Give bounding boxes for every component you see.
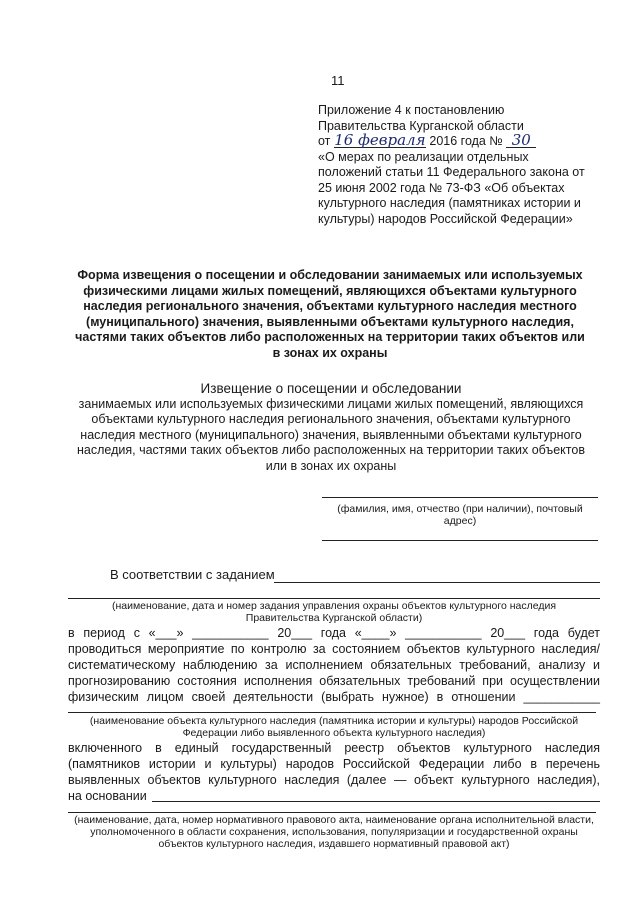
body-line: прогнозированию состояния исполнения обязательных требований при осуществлении: [68, 674, 600, 688]
body-line: систематическому наблюдению за исполнением обязательных требований, анализу и: [68, 658, 600, 672]
appendix-title-line: культуры) народов Российской Федерации»: [318, 211, 573, 226]
basis-caption-line: объектов культурного наследия, издавшего нормативный правовой акт): [158, 838, 510, 850]
form-title-line: в зонах их охраны: [272, 345, 388, 360]
object-caption: [68, 715, 600, 739]
appendix-header: [318, 103, 618, 227]
appendix-line-1: Приложение 4 к постановлению: [318, 103, 505, 117]
recipient-caption-line: (фамилия, имя, отчество (при наличии), почтовый: [337, 503, 583, 515]
basis-caption: [62, 814, 606, 850]
task-caption: [68, 600, 600, 624]
body-line: проводиться мероприятие по контролю за состоянием объектов культурного наследия/: [68, 642, 600, 656]
task-caption-line: (наименование, дата и номер задания управления охраны объектов культурного наследия: [111, 600, 557, 612]
notice-heading-line: Извещение о посещении и обследовании: [200, 381, 462, 396]
object-field-line[interactable]: [68, 712, 596, 713]
task-field-line-2[interactable]: [68, 598, 600, 599]
period-line: в период с «___» ___________ 20___ года «____» ___________ 20___ года будет: [68, 626, 600, 640]
handwritten-number: 30: [506, 134, 536, 148]
form-title-line: Форма извещения о посещении и обследовании занимаемых или используемых: [77, 268, 583, 282]
appendix-title-line: положений статьи 11 Федерального закона от: [318, 165, 585, 179]
body-last-line: физическим лицом своей деятельности (выбрать нужное) в отношении ___________: [68, 690, 600, 704]
registry-line: включенного в единый государственный реестр объектов культурного наследия: [68, 741, 600, 755]
form-title-line: частями таких объектов либо расположенных на территории таких объектов или: [75, 330, 585, 344]
appendix-title-line: культурного наследия (памятниках истории и: [318, 196, 581, 210]
task-label: В соответствии с заданием: [110, 567, 275, 582]
object-caption-line: Федерации либо выявленного объекта культурного наследия): [182, 727, 486, 739]
notice-heading: [64, 381, 598, 474]
basis-caption-line: (наименование, дата, номер нормативного правового акта, наименование органа исполнительной власти,: [74, 814, 594, 826]
handwritten-date: 16 февраля: [334, 131, 426, 149]
notice-heading-line: наследия местного (муниципального) значения, выявленными объектами культурного: [80, 427, 582, 442]
basis-field-line-2[interactable]: [68, 812, 596, 813]
recipient-caption-line: адрес): [443, 515, 477, 527]
task-caption-line: Правительства Курганской области): [245, 612, 423, 624]
registry-line: выявленных объектов культурного наследия (далее — объект культурного наследия),: [68, 773, 600, 787]
appendix-line-2: Правительства Курганской области: [318, 118, 524, 133]
basis-label: на основании: [68, 789, 147, 803]
appendix-title-line: «О мерах по реализации отдельных: [318, 149, 529, 164]
recipient-caption: [322, 503, 598, 527]
page-number: 11: [331, 73, 345, 88]
appendix-title-line: 25 июня 2002 года № 73-ФЗ «Об объектах: [318, 180, 565, 195]
basis-field-line[interactable]: [152, 801, 600, 802]
notice-heading-line: наследия, частями таких объектов либо расположенных на территории таких объектов: [77, 443, 585, 457]
form-title-line: физическими лицами жилых помещений, являющихся объектами культурного: [83, 283, 577, 298]
object-caption-line: (наименование объекта культурного наследия (памятника истории и культуры) народов Российской: [89, 715, 579, 727]
registry-line: (памятников истории и культуры) народов Российской Федерации либо в перечень: [68, 757, 600, 771]
notice-heading-line: или в зонах их охраны: [265, 458, 397, 473]
from-prefix: от: [318, 134, 331, 148]
task-field-line[interactable]: [274, 582, 600, 583]
recipient-name-line[interactable]: [322, 497, 598, 498]
notice-heading-line: объектами культурного наследия регионального значения, объектами культурного: [91, 412, 571, 426]
form-title-line: наследия регионального значения, объектами культурного наследия местного: [83, 299, 577, 313]
basis-caption-line: уполномоченного в области сохранения, использования, популяризации и государственной охраны: [90, 826, 578, 838]
notice-heading-line: занимаемых или используемых физическими лицами жилых помещений, являющихся: [78, 396, 584, 411]
appendix-date-line: [318, 131, 618, 150]
form-title-line: (муниципального) значения, выявленными объектами культурного наследия,: [86, 314, 574, 329]
recipient-address-line[interactable]: [322, 540, 598, 541]
year-text: 2016 года №: [429, 134, 503, 148]
form-title: [70, 268, 590, 361]
